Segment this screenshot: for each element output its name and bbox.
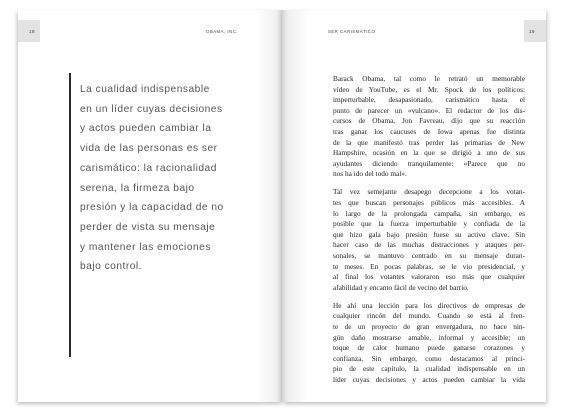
pull-quote-line: vida de las personas es ser [80, 143, 218, 155]
text-line: confianza. Sin embargo, como destacamos al princi- [333, 353, 525, 363]
text-line: vídeo de YouTube, es el Mr. Spock de los políticos: [333, 84, 525, 94]
text-line: lo largo de la prolongada campaña, sin embargo, es [333, 208, 525, 218]
paragraph [333, 301, 525, 386]
left-folio-number: 18 [29, 29, 36, 34]
text-line: de la que manifestó tras perder las primarias de New [333, 137, 525, 147]
book-gutter [276, 10, 288, 402]
text-line: cursos de Obama, Jon Favreau, dijo que su reacción [333, 116, 525, 126]
pull-quote-line: carismático: la racionalidad [80, 162, 217, 174]
text-line: te de un proyecto de gran envergadura, no hace nin- [333, 322, 525, 332]
text-line: sonales, se mantuvo centrado en su mensaje duran- [333, 251, 525, 260]
pull-quote-rule [69, 73, 71, 357]
text-line: cualquier rincón del mundo. Cuando se está al fren- [333, 311, 525, 321]
text-line: Tal vez semejante desapego decepcione a los votan- [333, 187, 525, 197]
text-line: gún daño mostrarse amable, informal y accesible; un [333, 332, 525, 342]
body-text [333, 74, 525, 393]
pull-quote-line: y mantener las emociones [80, 241, 211, 253]
right-folio-box [524, 20, 546, 42]
left-running-head [18, 20, 282, 42]
paragraph [333, 187, 525, 293]
text-line: punto de parecer un «vulcano». El redactor de los dis- [333, 105, 525, 115]
text-line: te meses. En pocas palabras, se le vio presidencial, y [333, 261, 525, 271]
text-line: toque de calor humano puede ganarse corazones y [333, 343, 525, 353]
right-running-head [282, 20, 546, 42]
text-line: He ahí una lección para los directivos de empresas de [333, 300, 525, 310]
text-line: imperturbable, desapasionado, carismático hasta el [333, 95, 525, 105]
right-page [282, 10, 546, 402]
left-running-head-title: OBAMA, INC. [205, 29, 238, 34]
text-line: hacer caso de las muchas distracciones y ataques per- [333, 240, 525, 250]
paragraph [333, 74, 525, 180]
left-page [18, 10, 282, 402]
text-line: tras ganar los caucuses de Iowa apenas fue distinta [333, 126, 525, 136]
pull-quote-line: perder de vista su mensaje [80, 221, 216, 233]
text-line: líder cuyas decisiones y actos pueden cambiar la vida [333, 375, 525, 385]
text-line: Hampshire, ocasión en la que se dirigió a uno de sus [333, 148, 525, 158]
text-line: ayudantes diciendo tranquilamente: «Parece que no [333, 158, 525, 168]
text-line: que hizo gala bajo presión fuese su activo clave. Sin [333, 229, 525, 239]
pull-quote-line: y actos pueden cambiar la [80, 123, 212, 135]
text-line: afabilidad y encanto fácil de vecino del barrio. [333, 282, 469, 292]
text-line: nos ha ido del todo mal». [333, 169, 407, 179]
text-line: pio de este capítulo, la cualidad indispensable en un [333, 364, 525, 374]
text-line: al final los votantes valoraron eso más que cualquier [333, 272, 525, 282]
text-line: Barack Obama, tal como le retrató un memorable [333, 74, 525, 83]
right-running-head-title: SER CARISMÁTICO [328, 29, 376, 34]
text-line: posible que la fuerza imperturbable y confiada de la [333, 219, 525, 229]
text-line: tes que buscan personajes públicos más accesibles. A [333, 198, 525, 208]
pull-quote-line: serena, la firmeza bajo [80, 182, 195, 194]
right-folio-number: 19 [528, 29, 535, 34]
pull-quote [80, 80, 280, 277]
pull-quote-line: presión y la capacidad de no [80, 202, 224, 214]
pull-quote-line: en un líder cuyas decisiones [80, 103, 223, 115]
pull-quote-line: bajo control. [80, 261, 142, 273]
pull-quote-line: La cualidad indispensable [80, 84, 210, 95]
